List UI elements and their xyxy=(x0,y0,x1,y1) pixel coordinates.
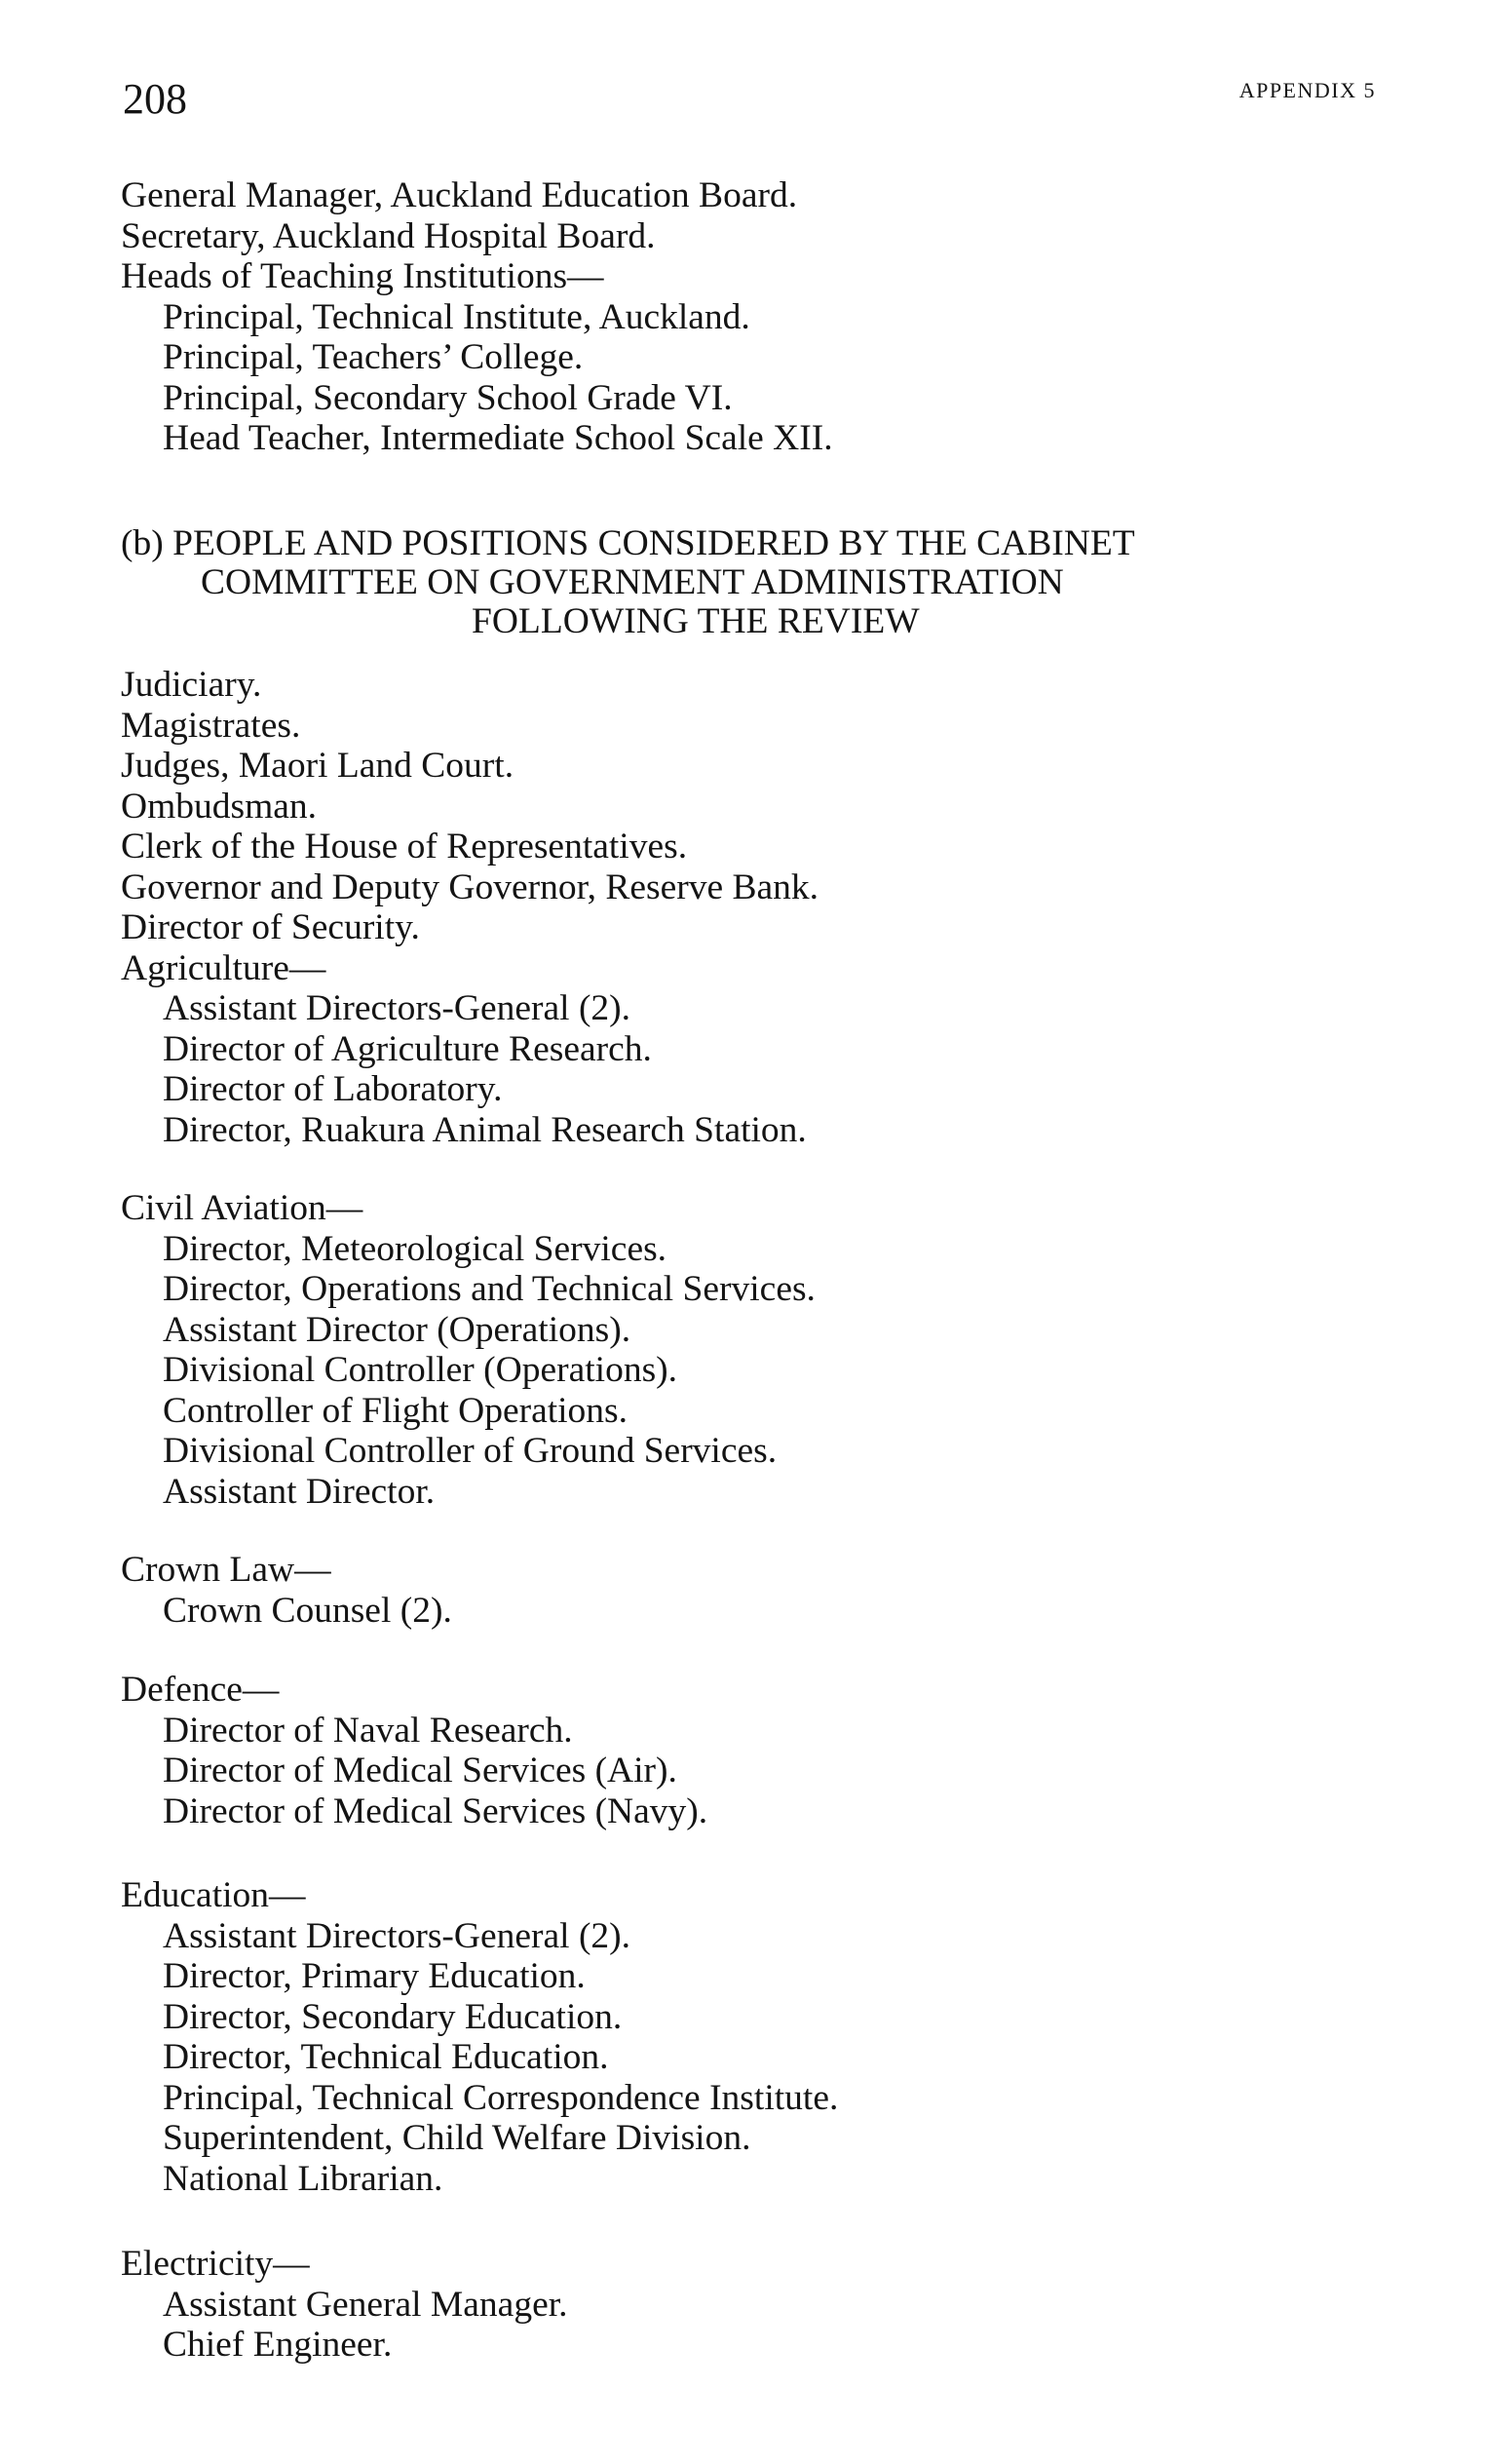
list-subitem: Director, Primary Education. xyxy=(163,1956,586,1996)
list-item: Magistrates. xyxy=(121,705,301,746)
list-subitem: Superintendent, Child Welfare Division. xyxy=(163,2118,751,2158)
list-item: Heads of Teaching Institutions— xyxy=(121,256,604,296)
list-subitem: Director of Medical Services (Air). xyxy=(163,1751,677,1790)
list-subitem: Director, Operations and Technical Services. xyxy=(163,1269,816,1309)
list-item: Defence— xyxy=(121,1670,280,1710)
list-subitem: Director, Ruakura Animal Research Station. xyxy=(163,1109,807,1150)
heading-line: (b) PEOPLE AND POSITIONS CONSIDERED BY THE CABINET xyxy=(121,523,1135,563)
section-heading xyxy=(121,524,1388,641)
list-subitem: Head Teacher, Intermediate School Scale XII. xyxy=(163,418,833,458)
list-subitem: Assistant Director. xyxy=(163,1471,436,1512)
list-block-electricity xyxy=(121,2244,1388,2366)
list-subitem: National Librarian. xyxy=(163,2158,443,2199)
list-item: Civil Aviation— xyxy=(121,1188,363,1228)
heading-line: COMMITTEE ON GOVERNMENT ADMINISTRATION xyxy=(201,562,1064,602)
list-item: Agriculture— xyxy=(121,947,326,988)
list-subitem: Principal, Technical Correspondence Institute. xyxy=(163,2077,839,2118)
list-subitem: Director, Secondary Education. xyxy=(163,1996,623,2037)
list-item: General Manager, Auckland Education Board. xyxy=(121,175,798,215)
list-block-crown-law xyxy=(121,1550,1388,1631)
heading-line: FOLLOWING THE REVIEW xyxy=(472,601,920,641)
list-subitem: Chief Engineer. xyxy=(163,2325,393,2365)
list-subitem: Divisional Controller (Operations). xyxy=(163,1350,678,1390)
list-item: Ombudsman. xyxy=(121,786,318,827)
list-block xyxy=(121,175,1388,459)
list-item: Electricity— xyxy=(121,2244,310,2284)
list-subitem: Assistant Directors-General (2). xyxy=(163,988,631,1028)
list-subitem: Assistant Director (Operations). xyxy=(163,1309,631,1350)
list-block-civil-aviation xyxy=(121,1188,1388,1512)
list-subitem: Director of Laboratory. xyxy=(163,1069,503,1109)
list-subitem: Principal, Teachers’ College. xyxy=(163,337,584,377)
list-subitem: Controller of Flight Operations. xyxy=(163,1390,628,1431)
list-subitem: Principal, Technical Institute, Auckland. xyxy=(163,296,750,337)
list-subitem: Director of Medical Services (Navy). xyxy=(163,1790,708,1831)
running-head: APPENDIX 5 xyxy=(1238,78,1376,102)
list-item: Secretary, Auckland Hospital Board. xyxy=(121,215,656,256)
page-number: 208 xyxy=(123,75,187,123)
list-subitem: Divisional Controller of Ground Services. xyxy=(163,1431,778,1471)
list-item: Judges, Maori Land Court. xyxy=(121,746,514,786)
list-block-education xyxy=(121,1875,1388,2199)
list-item: Education— xyxy=(121,1875,306,1915)
list-subitem: Director of Agriculture Research. xyxy=(163,1028,652,1069)
list-item: Director of Security. xyxy=(121,907,420,947)
list-subitem: Assistant General Manager. xyxy=(163,2284,568,2325)
list-subitem: Director of Naval Research. xyxy=(163,1710,573,1751)
list-subitem: Crown Counsel (2). xyxy=(163,1590,452,1631)
list-item: Judiciary. xyxy=(121,665,262,705)
list-block-defence xyxy=(121,1670,1388,1831)
list-item: Governor and Deputy Governor, Reserve Bank. xyxy=(121,866,819,907)
list-subitem: Director, Technical Education. xyxy=(163,2037,609,2077)
list-item: Crown Law— xyxy=(121,1550,331,1590)
list-block xyxy=(121,665,1388,1150)
list-subitem: Principal, Secondary School Grade VI. xyxy=(163,377,733,418)
list-item: Clerk of the House of Representatives. xyxy=(121,827,688,866)
list-subitem: Director, Meteorological Services. xyxy=(163,1228,667,1269)
list-subitem: Assistant Directors-General (2). xyxy=(163,1915,631,1956)
